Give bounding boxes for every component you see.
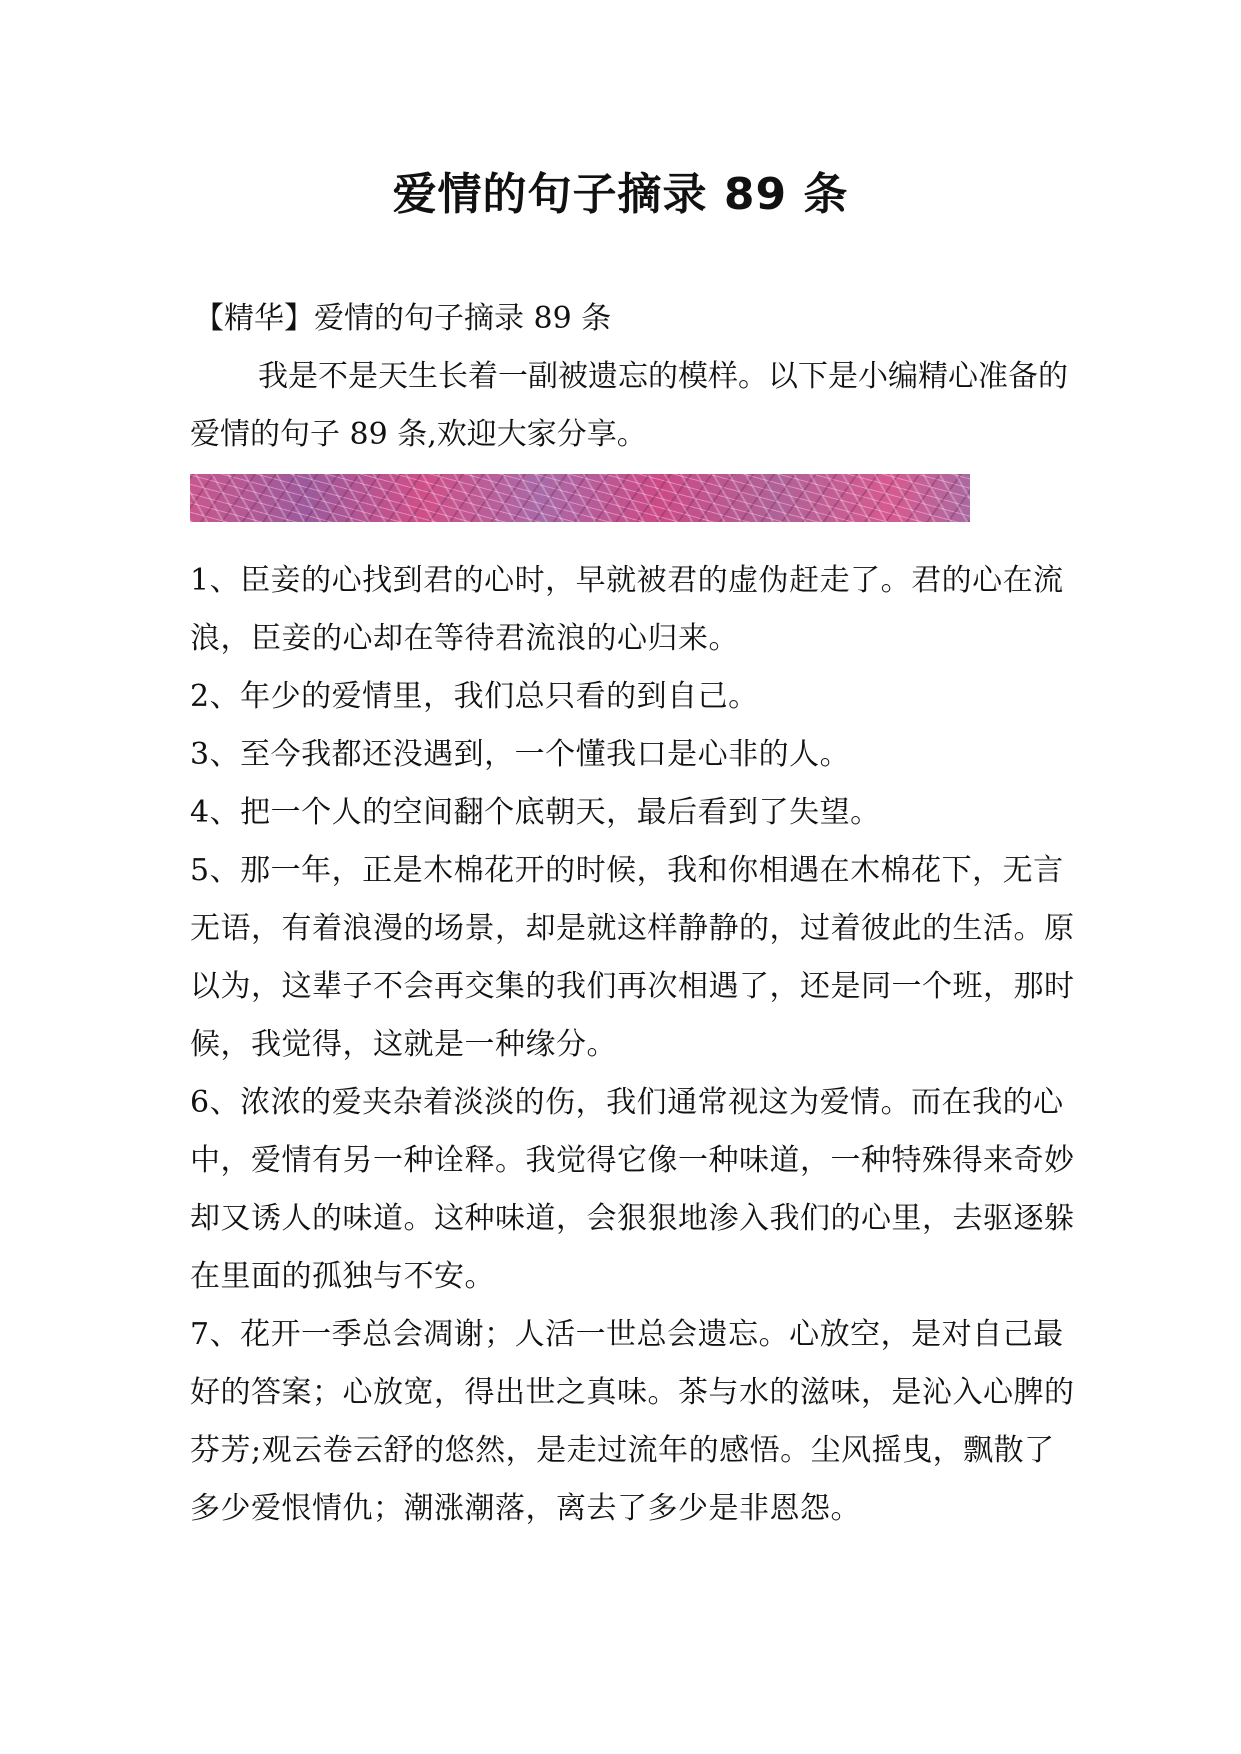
quote-item-5: 5、那一年，正是木棉花开的时候，我和你相遇在木棉花下，无言无语，有着浪漫的场景，却是就这样静静的，过着彼此的生活。原以为，这辈子不会再交集的我们再次相遇了，还是同一个班，那时候，我觉得，这就是一种缘分。 (190, 853, 1075, 1062)
quote-item-3: 3、至今我都还没遇到，一个懂我口是心非的人。 (190, 737, 851, 772)
quote-item-4: 4、把一个人的空间翻个底朝天，最后看到了失望。 (190, 795, 881, 830)
quote-item-2: 2、年少的爱情里，我们总只看的到自己。 (190, 679, 759, 714)
decorative-banner-image (190, 474, 970, 522)
document-subtitle: 【精华】爱情的句子摘录 89 条 (194, 301, 612, 336)
document-title: 爱情的句子摘录 89 条 (392, 169, 849, 220)
intro-paragraph: 我是不是天生长着一副被遗忘的模样。以下是小编精心准备的爱情的句子 89 条,欢迎大家分享。 (190, 359, 1068, 452)
quote-item-7: 7、花开一季总会凋谢；人活一世总会遗忘。心放空，是对自己最好的答案；心放宽，得出世之真味。茶与水的滋味，是沁入心脾的芬芳;观云卷云舒的悠然，是走过流年的感悟。尘风摇曳，飘散了多少爱恨情仇；潮涨潮落，离去了多少是非恩怨。 (190, 1317, 1075, 1526)
document-body (190, 290, 1080, 1538)
quote-item-1: 1、臣妾的心找到君的心时，早就被君的虚伪赶走了。君的心在流浪，臣妾的心却在等待君流浪的心归来。 (190, 563, 1064, 656)
quote-item-6: 6、浓浓的爱夹杂着淡淡的伤，我们通常视这为爱情。而在我的心中，爱情有另一种诠释。我觉得它像一种味道，一种特殊得来奇妙却又诱人的味道。这种味道，会狠狠地渗入我们的心里，去驱逐躲在里面的孤独与不安。 (190, 1085, 1075, 1294)
